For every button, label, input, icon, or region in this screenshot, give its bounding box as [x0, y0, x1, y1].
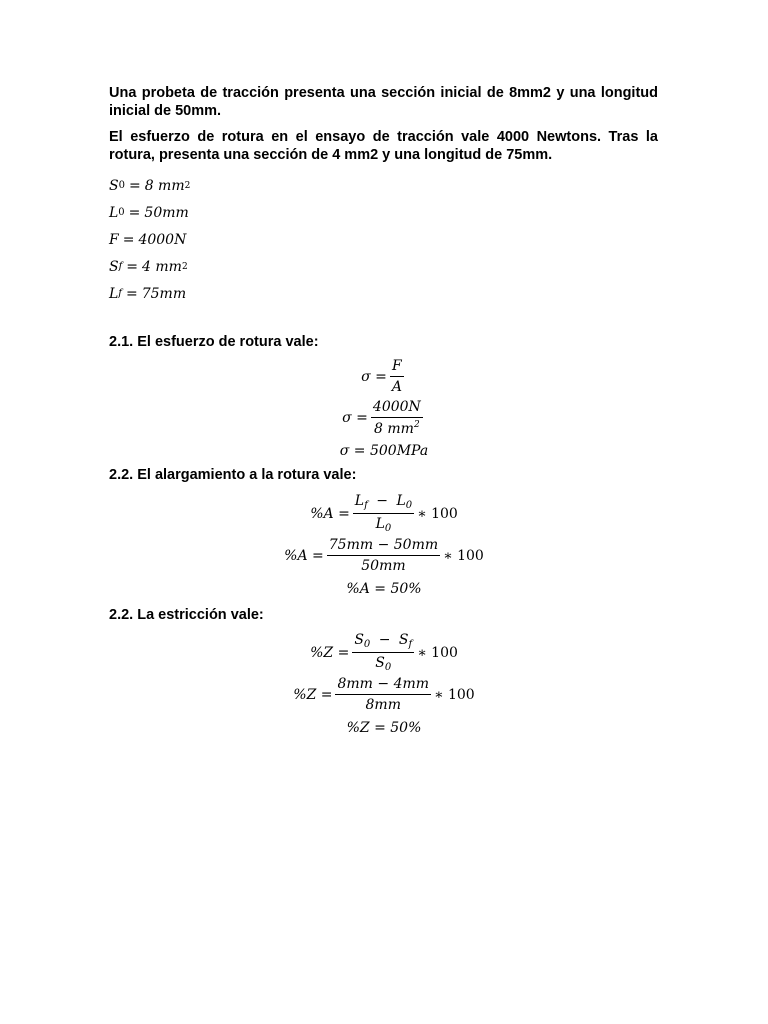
eq-necking-result: %Z = 50%: [346, 720, 422, 736]
section-heading-stress: 2.1. El esfuerzo de rotura vale:: [109, 334, 319, 350]
given-values: [109, 172, 658, 307]
eq-elongation-substitution: %A = $\frac{75mm - 50mm}{50mm}$ ∗ 100: [284, 537, 484, 574]
given-l0: L 0 = 50mm: [109, 204, 189, 221]
given-s0: S 0 = 8 mm 2: [109, 177, 191, 194]
given-sf: S f = 4 mm 2: [109, 258, 188, 275]
eq-elongation-result: %A = 50%: [346, 581, 422, 597]
eq-elongation-formula: %A = $\frac{L_f - L_0}{L_0}$ ∗ 100: [310, 493, 458, 534]
section-heading-necking: 2.2. La estricción vale:: [109, 607, 264, 623]
eq-necking-formula: %Z = $\frac{S_0 - S_f}{S_0}$ ∗ 100: [310, 632, 458, 673]
given-lf: L f = 75mm: [109, 285, 187, 302]
intro-paragraph-2: El esfuerzo de rotura en el ensayo de tracción vale 4000 Newtons. Tras la rotura, presenta una sección de 4 mm2 y una longitud de 75mm.: [109, 129, 658, 163]
eq-stress-substitution: σ = $\frac{4000N}{8 mm^2}$: [342, 399, 421, 437]
eq-stress-result: σ = 500MPa: [339, 443, 429, 459]
given-f: F = 4000N: [109, 231, 187, 248]
section-heading-elongation: 2.2. El alargamiento a la rotura vale:: [109, 467, 357, 483]
intro-paragraph-1: Una probeta de tracción presenta una sección inicial de 8mm2 y una longitud inicial de 50mm.: [109, 85, 658, 119]
eq-stress-formula: σ = $\frac{F}{A}$: [361, 358, 402, 395]
problem-statement: [109, 84, 658, 307]
eq-necking-substitution: %Z = $\frac{8mm - 4mm}{8mm}$ ∗ 100: [293, 676, 475, 713]
